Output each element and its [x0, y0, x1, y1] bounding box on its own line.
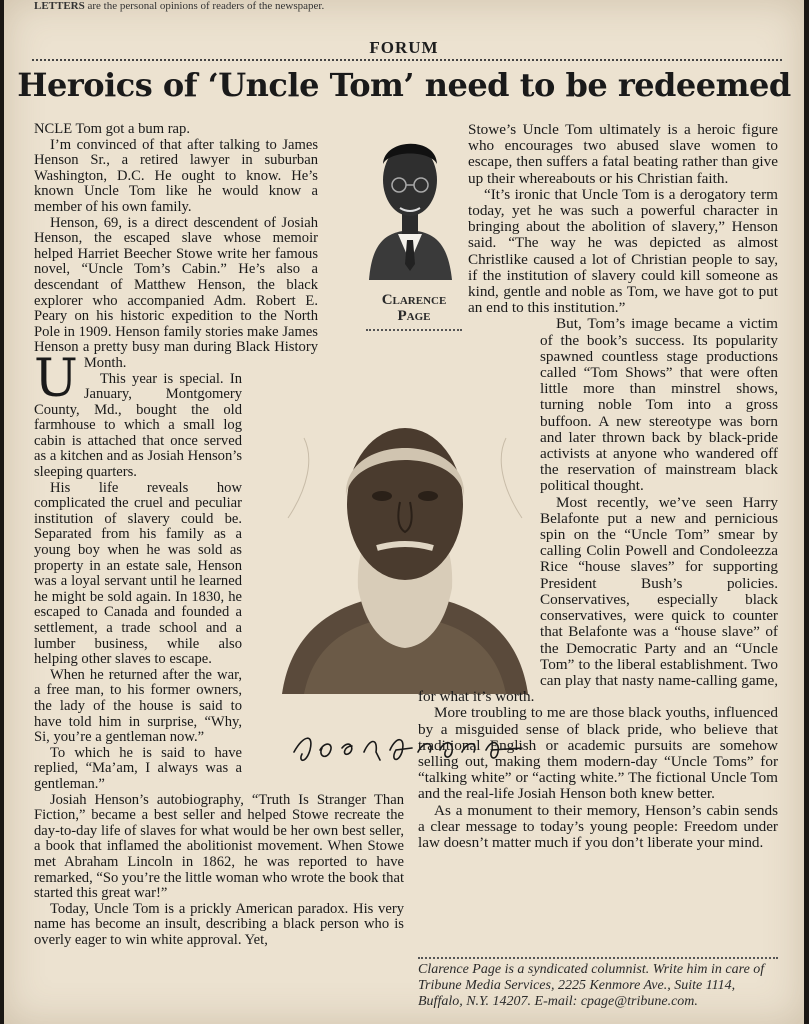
lead-word: NCLE [34, 122, 73, 137]
top-strip [34, 0, 324, 12]
paragraph: Today, Uncle Tom is a prickly American paradox. His very name has become an insult, describing a black person who is overly eager to win white approval. Yet, [34, 900, 404, 948]
portrait-spacer [242, 378, 404, 778]
byline-last-name: Page [397, 308, 431, 324]
article-left-column [34, 122, 404, 950]
paragraph: Josiah Henson’s autobiography, “Truth Is Stranger Than Fiction,” became a best seller and helped Stowe recreate the day-to-day life of slaves for what would be her own best seller, a book that inflamed the abolitionist movement. When Stowe met Abraham Lincoln in 1862, he was reported to have remarked, “So you’re the little woman who wrote the book that started this great war!” [34, 791, 404, 902]
footnote-divider [418, 957, 778, 959]
paragraph: His life reveals how complicated the cruel and peculiar institution of slavery could be. Separated from his family as a young boy when he was sold as property in an estate sale, Henson was a loyal servant until he learned he might be sold again. In 1830, he escaped to Canada and founded a settlement, a trade school and a lumber business, while also helping other slaves to escape. [34, 479, 242, 668]
paragraph: But, Tom’s image became a victim of the book’s success. Its popularity spawned countless stage productions called “Tom Shows” that were often little more than minstrel shows, turning noble Tom into a gross buffoon. A new stereotype was born and later thrown back by black-pride activists at anyone who wandered off the reservation of mainstream black political thought. [540, 315, 778, 495]
byline-first-name: Clarence [381, 292, 447, 308]
drop-cap: U [34, 349, 78, 409]
article-right-column [418, 122, 778, 952]
paragraph: Most recently, we’ve seen Harry Belafonte put a new and pernicious spin on the “Uncle Tom” smear by calling Colin Powell and Condoleezza Rice “house slaves” for supporting President Bush’s policies. Conservatives, especially black conservatives, were quick to counter that Belafonte was a “house slave” of the Democratic Party and an “Uncle Tom” to the liberal establishment. Two can play that nasty name-calling game, for what it’s worth. [418, 493, 778, 706]
paragraph: When he returned after the war, a free man, to his former owners, the lady of the house is said to have told him in surprise, “Why, Si, you’re a gentleman now.” [34, 666, 242, 746]
page-title: Heroics of ‘Uncle Tom’ need to be redeemed [17, 66, 791, 104]
lead-text: Tom got a bum rap. [72, 122, 190, 137]
portrait-caption [4, 0, 5, 1]
paragraph: I’m convinced of that after talking to James Henson Sr., a retired lawyer in suburban Washington, D.C. He ought to know. He’s known Uncle Tom like he would know a member of his own family. [34, 136, 318, 215]
paragraph: This year is special. In January, Montgomery County, Md., bought the old farmhouse to which a small log cabin is attached that once served as a kitchen and as Josiah Henson’s sleeping quarters. [34, 370, 242, 481]
paragraph: More troubling to me are those black youths, influenced by a misguided sense of black pride, who believe that traditional English or academic pursuits are somehow selling out, making them modern-day “Uncle Toms” for “talking white” or “acting white.” The fictional Uncle Tom and the real-life Josiah Henson both knew better. [418, 704, 778, 803]
portrait-spacer [418, 386, 540, 676]
paragraph: Henson, 69, is a direct descendent of Josiah Henson, the escaped slave whose memoir helped Harriet Beecher Stowe write her famous novel, “Uncle Tom’s Cabin.” He’s also a descendant of Matthew Henson, the black explorer who accompanied Adm. Robert E. Peary on his historic expedition to the North Pole in 1909. Henson family stories make James Henson a pretty busy man during Black History Month. [34, 214, 318, 371]
paragraph: As a monument to their memory, Henson’s cabin sends a clear message to today’s young people: Freedom under law doesn’t matter much if you don’t liberate your mind. [418, 801, 778, 851]
photo-spacer [318, 122, 404, 356]
paragraph: To which he is said to have replied, “Ma’am, I always was a gentleman.” [34, 744, 242, 792]
byline-spacer [418, 122, 468, 322]
paragraph: Stowe’s Uncle Tom ultimately is a heroic figure who encourages two abused slave women to escape, then suffers a fatal beating rather than give up their whereabouts or his Christian faith. [468, 122, 778, 187]
author-footnote: Clarence Page is a syndicated columnist. Write him in care of Tribune Media Services, 2225 Kenmore Ave., Suite 1114, Buffalo, N.Y. 14207. E-mail: cpage@tribune.com. [418, 962, 765, 1009]
section-divider [32, 59, 782, 61]
strip-label: LETTERS [34, 0, 85, 12]
newspaper-clipping [4, 0, 804, 1024]
section-title: FORUM [369, 38, 439, 57]
strip-text: are the personal opinions of readers of the newspaper. [87, 0, 325, 12]
paragraph: “It’s ironic that Uncle Tom is a derogatory term today, yet he was such a powerful character in bringing about the abolition of slavery,” Henson said. “The way he was depicted as almost Christlike caused a lot of Christian people to say, if the institution of slavery could kill someone as kind, gentle and noble as Tom, we have got to put an end to this institution.” [468, 185, 778, 317]
